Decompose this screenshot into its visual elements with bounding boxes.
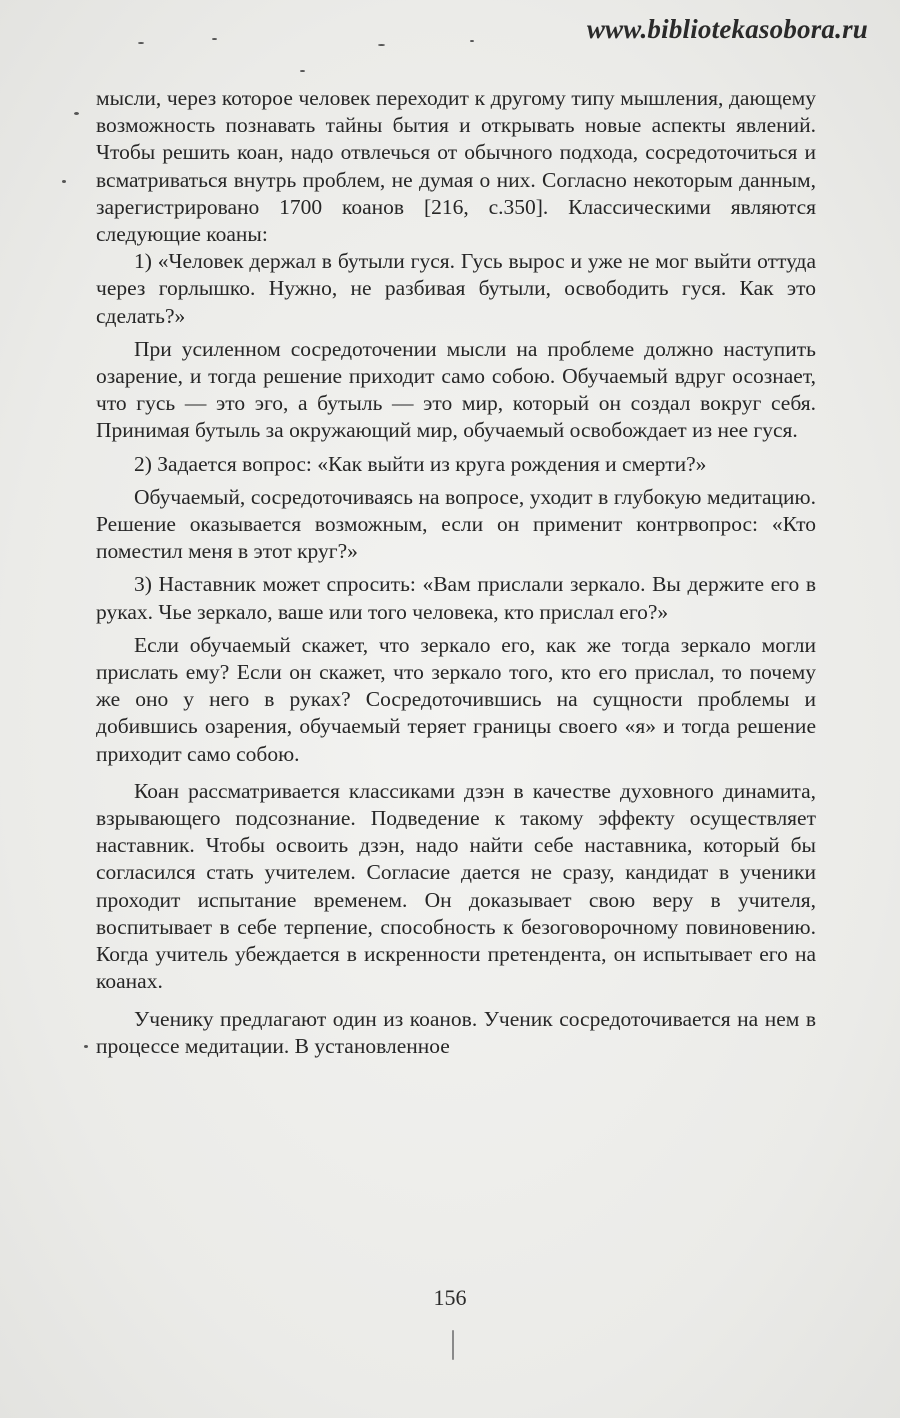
paragraph: мысли, через которое человек переходит к другому типу мышления, дающему возможность познавать тайны бытия и открывать новые аспекты явлений. Чтобы решить коан, надо отвлечься от обычного подхода, сосредоточиться и всматриваться внутрь проблем, не думая о них. Согласно некоторым данным, зарегистрировано 1700 коанов [216, с.350]. Классическими являются следующие коаны: (96, 86, 816, 247)
scan-speck (300, 70, 305, 72)
scan-speck (84, 1045, 88, 1048)
paragraph: При усиленном сосредоточении мысли на проблеме должно наступить озарение, и тогда решение приходит само собою. Обучаемый вдруг осознает, что гусь — это эго, а бутыль — это мир, который он создал вокруг себя. Принимая бутыль за окружающий мир, обучаемый освобождает из нее гуся. (96, 336, 816, 443)
body-text (96, 85, 816, 1060)
scan-speck (138, 42, 144, 44)
site-watermark: www.bibliotekasobora.ru (586, 14, 868, 44)
paragraph: 3) Наставник может спросить: «Вам прислали зеркало. Вы держите его в руках. Чье зеркало, ваше или того человека, кто прислал его?» (96, 572, 816, 624)
scan-speck (470, 40, 474, 42)
paragraph: 2) Задается вопрос: «Как выйти из круга рождения и смерти?» (134, 451, 707, 476)
scan-speck (452, 1330, 454, 1360)
paragraph: Если обучаемый скажет, что зеркало его, как же тогда зеркало могли прислать ему? Если он скажет, что зеркало того, кто его прислал, то почему же оно у него в руках? Сосредоточившись на сущности проблемы и добившись озарения, обучаемый теряет границы своего «я» и тогда решение приходит само собою. (96, 632, 816, 766)
scan-speck (378, 44, 385, 46)
paragraph: Обучаемый, сосредоточиваясь на вопросе, уходит в глубокую медитацию. Решение оказывается возможным, если он применит контрвопрос: «Кто поместил меня в этот круг?» (96, 484, 816, 564)
scan-speck (74, 112, 79, 115)
paragraph: Ученику предлагают один из коанов. Ученик сосредоточивается на нем в процессе медитации. В установленное (96, 1006, 816, 1058)
paragraph: Коан рассматривается классиками дзэн в качестве духовного динамита, взрывающего подсознание. Подведение к такому эффекту осуществляет наставник. Чтобы освоить дзэн, надо найти себе наставника, который бы согласился стать учителем. Согласие дается не сразу, кандидат в ученики проходит испытание временем. Он доказывает свою веру в учителя, воспитывает в себе терпение, способность к безоговорочному повиновению. Когда учитель убеждается в искренности претендента, он испытывает его на коанах. (96, 778, 816, 994)
scan-speck (212, 38, 217, 40)
scan-speck (62, 180, 66, 183)
paragraph: 1) «Человек держал в бутыли гуся. Гусь вырос и уже не мог выйти оттуда через горлышко. Нужно, не разбивая бутыли, освободить гуся. Как это сделать?» (96, 249, 816, 328)
page-number: 156 (433, 1285, 467, 1310)
